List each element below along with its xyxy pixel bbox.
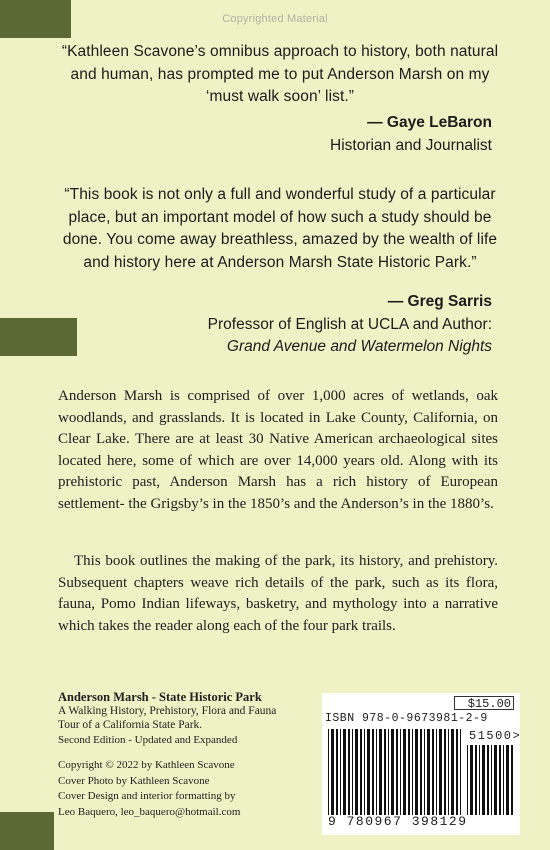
barcode-bar [427, 729, 430, 815]
barcode-bar [348, 729, 350, 815]
quote-1-author: — Gaye LeBaron [367, 114, 492, 131]
quote-2-attribution [208, 291, 492, 359]
addon-barcode-bars [467, 745, 517, 815]
barcode-addon-number: 51500> [469, 729, 522, 743]
description-paragraph-1: Anderson Marsh is comprised of over 1,000 acres of wetlands, oak woodlands, and grasslands. It is located in Lake County, California, on Clear Lake. There are at least 30 Native American archaeological sites located here, some of which are over 14,000 years old. Along with its prehistoric past, Anderson Marsh has a rich history of European settlement- the Grigsby’s in the 1850’s and the Anderson’s in the 1880’s. [58, 388, 498, 512]
barcode-bar [343, 729, 346, 815]
quote-2-author: — Greg Sarris [387, 293, 492, 310]
barcode-bar [456, 729, 458, 815]
barcode-bar [384, 729, 386, 815]
barcode-bar [479, 745, 480, 815]
price-label: $15.00 [454, 696, 514, 710]
decorative-block-bottom [0, 812, 54, 850]
barcode-bar [482, 745, 485, 815]
review-quote-1: “Kathleen Scavone’s omnibus approach to history, both natural and human, has prompted me to put Anderson Marsh on my ‘must walk soon’ list.” [61, 43, 499, 105]
colophon-title: Anderson Marsh - State Historic Park [58, 690, 262, 704]
barcode-bar [467, 745, 468, 815]
barcode-bar [364, 729, 365, 815]
isbn-barcode [322, 693, 520, 835]
barcode-bar [420, 729, 422, 815]
barcode-bar [503, 745, 504, 815]
design-credit-contact: Leo Baquero, leo_baquero@hotmail.com [58, 805, 241, 818]
barcode-bar [400, 729, 401, 815]
barcode-bar [328, 729, 329, 815]
barcode-bar [494, 745, 497, 815]
barcode-bar [379, 729, 382, 815]
cover-photo-credit: Cover Photo by Kathleen Scavone [58, 774, 210, 787]
quote-2-work: Grand Avenue and Watermelon Nights [226, 338, 492, 355]
barcode-bar [367, 729, 370, 815]
isbn-number: ISBN 978-0-9673981-2-9 [325, 712, 488, 725]
quote-1-role: Historian and Journalist [330, 136, 492, 154]
barcode-bar [511, 745, 513, 815]
barcode-bar [376, 729, 377, 815]
barcode-bar [424, 729, 425, 815]
barcode-bar [360, 729, 362, 815]
barcode-bar [396, 729, 398, 815]
barcode-bar [415, 729, 418, 815]
barcode-bar [475, 745, 477, 815]
barcode-bar [412, 729, 413, 815]
copyright-line: Copyright © 2022 by Kathleen Scavone [58, 759, 235, 771]
description-paragraph-2: This book outlines the making of the park, its history, and prehistory. Subsequent chapters weave rich details of the park, such as its flora, fauna, Pomo Indian lifeways, basketry, and mythology into a narrative which takes the reader along each of the four park trails. [58, 553, 498, 634]
barcode-bar [491, 745, 492, 815]
colophon [58, 690, 293, 820]
barcode-bar [391, 729, 394, 815]
ean-number: 9 780967 398129 [328, 814, 468, 829]
barcode-bar [408, 729, 410, 815]
barcode-bar [388, 729, 389, 815]
ean-barcode-bars [328, 729, 464, 815]
copyright-watermark: Copyrighted Material [222, 13, 328, 25]
barcode-bar [470, 745, 473, 815]
colophon-credits [58, 758, 293, 820]
barcode-bar [355, 729, 358, 815]
barcode-bar [487, 745, 489, 815]
quote-1-attribution [330, 112, 492, 157]
review-quote-2: “This book is not only a full and wonderful study of a particular place, but an important model of how such a study should be done. You come away breathless, amazed by the wealth of life and history here at Anderson Marsh State Historic Park.” [62, 186, 498, 271]
barcode-bar [448, 729, 449, 815]
barcode-bar [331, 729, 334, 815]
colophon-edition: Second Edition - Updated and Expanded [58, 734, 238, 746]
barcode-bar [439, 729, 442, 815]
barcode-bar [499, 745, 501, 815]
barcode-bar [340, 729, 341, 815]
decorative-block-middle [0, 318, 77, 356]
design-credit: Cover Design and interior formatting by [58, 790, 236, 802]
colophon-subtitle: A Walking History, Prehistory, Flora and Fauna Tour of a California State Park. [58, 705, 277, 731]
quote-2-role: Professor of English at UCLA and Author: [207, 315, 492, 333]
barcode-bar [372, 729, 374, 815]
barcode-bar [436, 729, 437, 815]
barcode-bar [403, 729, 406, 815]
barcode-bar [352, 729, 353, 815]
barcode-bar [444, 729, 446, 815]
barcode-bar [460, 729, 461, 815]
barcode-bar [432, 729, 434, 815]
barcode-bar [506, 745, 509, 815]
barcode-bar [451, 729, 454, 815]
barcode-bar [336, 729, 338, 815]
